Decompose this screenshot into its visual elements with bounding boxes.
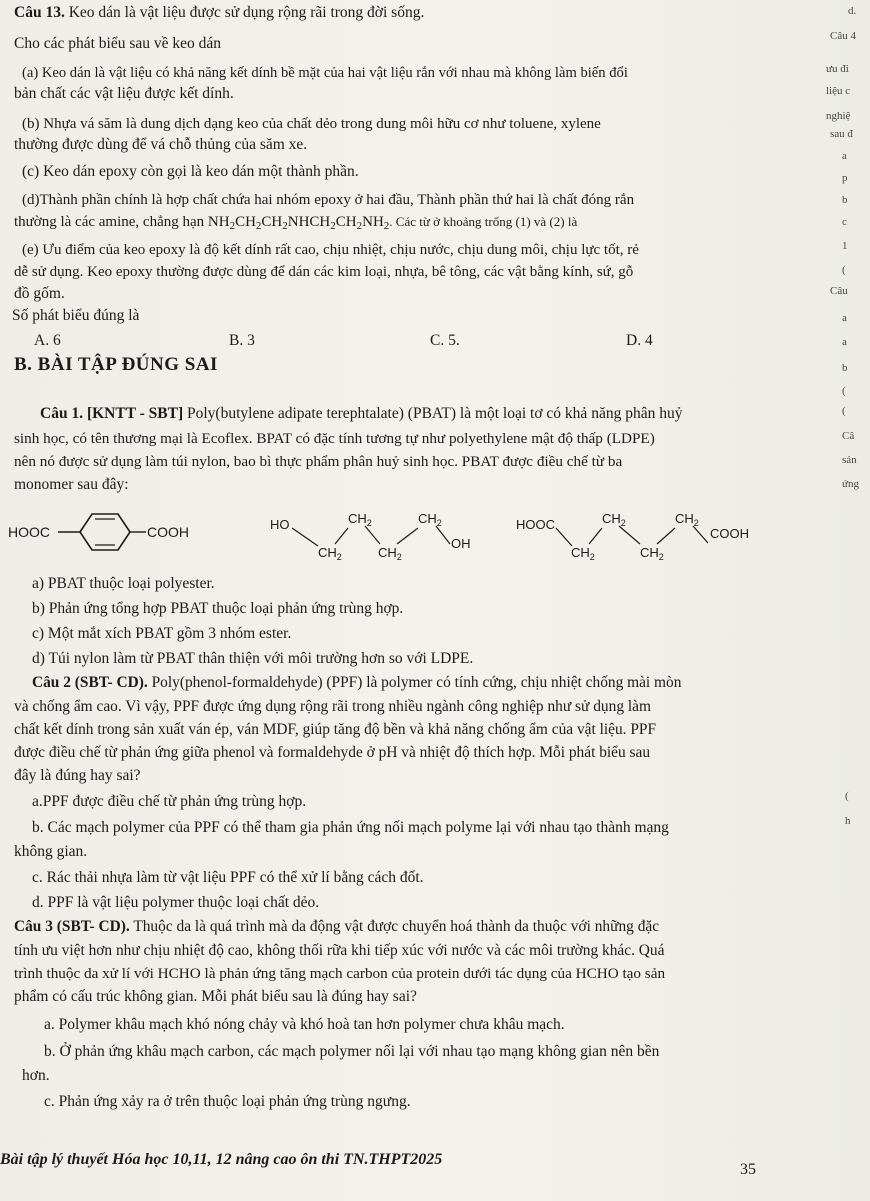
q1-line3: nên nó được sử dụng làm túi nylon, bao bì thực phẩm phân huỷ sinh học. PBAT được điều chế từ ba (14, 453, 623, 470)
q3-title: Câu 3 (SBT- CD). (14, 918, 130, 935)
q13-statement-b-line2: thường được dùng để vá chỗ thủng của săm xe. (14, 136, 308, 153)
m3-ch2-3: $CH_2$ (640, 545, 664, 562)
q13-option-d: D. 4 (626, 332, 653, 349)
m3-ch2-4: $CH_2$ (675, 511, 699, 528)
q13-statement-e-line3: đồ gốm. (14, 285, 65, 302)
q13-title-line (14, 3, 424, 23)
margin-fragment: b (842, 362, 848, 374)
margin-fragment: Câu (830, 285, 848, 297)
q3-line1: Câu 3 (SBT- CD). Thuộc da là quá trình mà da động vật được chuyển hoá thành da thuộc với những đặc (14, 918, 660, 935)
q2-line4: được điều chế từ phản ứng giữa phenol và formaldehyde ở pH và nhiệt độ thích hợp. Mỗi phát biểu sau (14, 744, 651, 761)
m1-cooh: COOH (147, 524, 189, 540)
q1-statement-d: d) Túi nylon làm từ PBAT thân thiện với môi trường hơn so với LDPE. (32, 650, 474, 667)
q3-line3: trình thuộc da xử lí với HCHO là phản ứng tăng mạch carbon của protein dưới tác dụng của HCHO tạo sản (14, 965, 666, 982)
q1-title: Câu 1. [KNTT - SBT] (40, 405, 184, 422)
q13-statement-e-line1: (e) Ưu điểm của keo epoxy là độ kết dính rất cao, chịu nhiệt, chịu nước, chịu dung môi, chịu lực tốt, rẻ (22, 242, 639, 258)
margin-fragment: liệu c (826, 85, 851, 97)
q3-line4: phẩm có cấu trúc không gian. Mỗi phát biểu sau là đúng hay sai? (14, 988, 417, 1005)
q13-option-a: A. 6 (34, 332, 61, 349)
margin-fragment: ( (842, 385, 846, 397)
margin-fragment: ( (842, 264, 846, 276)
q1-line1: Câu 1. [KNTT - SBT] Poly(butylene adipate terephtalate) (PBAT) là một loại tơ có khả năng phân huỷ (40, 405, 683, 422)
q13-statement-e-line2: dễ sử dụng. Keo epoxy thường được dùng để dán các kim loại, nhựa, bê tông, các vật bằng kính, sứ, gỗ (14, 264, 634, 280)
q2-title: Câu 2 (SBT- CD). (32, 674, 148, 691)
q13-statement-a-line1: (a) Keo dán là vật liệu có khả năng kết dính bề mặt của hai vật liệu rắn với nhau mà không làm biến đổi (22, 65, 628, 81)
margin-fragment: a (842, 336, 847, 348)
q3-line2: tính ưu việt hơn như chịu nhiệt độ cao, không thối rữa khi tiếp xúc với nước và các môi trường khác. Quá (14, 942, 665, 959)
m2-ho: HO (270, 517, 290, 532)
section-title: B. BÀI TẬP ĐÚNG SAI (14, 354, 218, 375)
q13-option-b: B. 3 (229, 332, 255, 349)
q3-statement-b-line1: b. Ở phản ứng khâu mạch carbon, các mạch polymer nối lại với nhau tạo mạng không gian nên bền (44, 1043, 660, 1060)
margin-fragment: a (842, 150, 847, 162)
q13-intro: Cho các phát biểu sau về keo dán (14, 35, 222, 52)
q2-line1: Câu 2 (SBT- CD). Poly(phenol-formaldehyde) (PPF) là polymer có tính cứng, chịu nhiệt chống mài mòn (32, 674, 682, 691)
margin-fragment: h (845, 815, 851, 827)
q3-statement-b-line2: hơn. (22, 1067, 50, 1084)
q13-statement-c: (c) Keo dán epoxy còn gọi là keo dán một thành phần. (22, 163, 359, 180)
q2-line2: và chống ẩm cao. Vì vậy, PPF được ứng dụng rộng rãi trong nhiều ngành công nghiệp như sử dụng làm (14, 698, 651, 715)
margin-fragment: ứng (842, 478, 859, 490)
margin-fragment: ( (842, 405, 846, 417)
m3-ch2-2: $CH_2$ (602, 511, 626, 528)
q1-statement-a: a) PBAT thuộc loại polyester. (32, 575, 215, 592)
q13-statement-b-line1: (b) Nhựa vá săm là dung dịch dạng keo của chất dẻo trong dung môi hữu cơ như toluene, xylene (22, 116, 601, 132)
footer-book-title: Bài tập lý thuyết Hóa học 10,11, 12 nâng cao ôn thi TN.THPT2025 (0, 1151, 443, 1168)
margin-fragment: Câ (842, 430, 855, 442)
q2-line5: đây là đúng hay sai? (14, 767, 141, 784)
q2-statement-c: c. Rác thải nhựa làm từ vật liệu PPF có thể xử lí bằng cách đốt. (32, 869, 424, 886)
margin-fragment: ưu đi (826, 63, 849, 75)
q1-line4: monomer sau đây: (14, 476, 129, 493)
m3-hooc: HOOC (516, 517, 555, 532)
q2-statement-b-line2: không gian. (14, 843, 88, 860)
margin-fragment: ( (845, 790, 849, 802)
m2-oh: OH (451, 536, 471, 551)
q2-line3: chất kết dính trong sản xuất ván ép, ván MDF, giúp tăng độ bền và khả năng chống ẩm của vật liệu. PPF (14, 721, 657, 738)
q13-title: Câu 13. (14, 4, 65, 21)
margin-fragment: a (842, 312, 847, 324)
margin-fragment: sau đ (830, 128, 853, 140)
q1-statement-b: b) Phản ứng tổng hợp PBAT thuộc loại phản ứng trùng hợp. (32, 600, 404, 617)
margin-fragment: b (842, 194, 848, 206)
q13-count-prompt: Số phát biểu đúng là (12, 307, 140, 324)
m3-cooh: COOH (710, 526, 749, 541)
margin-fragment: Câu 4 (830, 30, 856, 42)
monomer-structures (0, 496, 800, 566)
m2-ch2-2: $CH_2$ (348, 511, 372, 528)
q13-title-rest: Keo dán là vật liệu được sử dụng rộng rãi trong đời sống. (68, 4, 425, 21)
q1-statement-c: c) Một mắt xích PBAT gồm 3 nhóm ester. (32, 625, 292, 642)
q1-line2: sinh học, có tên thương mại là Ecoflex. BPAT có đặc tính tương tự như polyethylene mật độ thấp (LDPE) (14, 430, 655, 447)
q13-statement-d-line2: thường là các amine, chẳng hạn $NH_2CH_2CH_2NHCH_2CH_2NH_2$. Các từ ở khoảng trống (1) và (2) là (14, 214, 578, 232)
q13-statement-d-line1: (d)Thành phần chính là hợp chất chứa hai nhóm epoxy ở hai đầu, Thành phần thứ hai là chất đóng rắn (22, 192, 635, 208)
m2-ch2-1: $CH_2$ (318, 545, 342, 562)
q3-statement-c: c. Phản ứng xảy ra ở trên thuộc loại phản ứng trùng ngưng. (44, 1093, 411, 1110)
margin-fragment: 1 (842, 240, 848, 252)
q13-option-c: C. 5. (430, 332, 460, 349)
page-number: 35 (740, 1161, 756, 1178)
m2-ch2-4: $CH_2$ (418, 511, 442, 528)
q3-statement-a: a. Polymer khâu mạch khó nóng chảy và khó hoà tan hơn polymer chưa khâu mạch. (44, 1016, 565, 1033)
q13-statement-a-line2: bản chất các vật liệu được kết dính. (14, 85, 234, 102)
margin-fragment: sản (842, 454, 857, 466)
q2-statement-d: d. PPF là vật liệu polymer thuộc loại chất dẻo. (32, 894, 320, 911)
margin-fragment: d. (848, 5, 857, 17)
margin-fragment: c (842, 216, 847, 228)
m1-hooc: HOOC (8, 524, 50, 540)
q2-statement-b-line1: b. Các mạch polymer của PPF có thể tham gia phản ứng nối mạch polyme lại với nhau tạo thành mạng (32, 819, 669, 836)
m3-ch2-1: $CH_2$ (571, 545, 595, 562)
margin-fragment: p (842, 172, 848, 184)
q2-statement-a: a.PPF được điều chế từ phản ứng trùng hợp. (32, 793, 307, 810)
margin-fragment: nghiệ (826, 110, 851, 122)
m2-ch2-3: $CH_2$ (378, 545, 402, 562)
